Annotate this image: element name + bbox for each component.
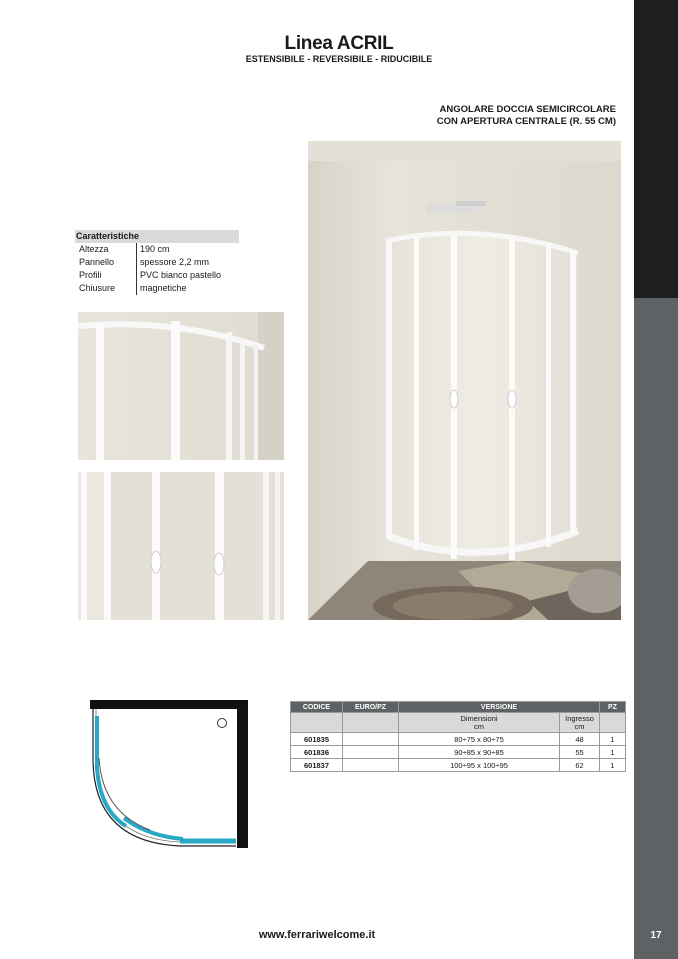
col-entrance [560, 713, 600, 733]
col-entrance-unit: cm [574, 721, 585, 731]
subheader-empty [600, 713, 626, 733]
cell-price [343, 759, 399, 772]
cell-entrance: 55 [560, 746, 600, 759]
spec-row [75, 256, 239, 269]
cell-qty: 1 [600, 759, 626, 772]
cell-qty: 1 [600, 746, 626, 759]
spec-row [75, 269, 239, 282]
cell-entrance: 62 [560, 759, 600, 772]
col-qty: PZ [600, 702, 626, 713]
spec-value: PVC bianco pastello [140, 270, 222, 280]
product-heading-line1: ANGOLARE DOCCIA SEMICIRCOLARE [439, 104, 616, 115]
page-number: 17 [650, 930, 662, 941]
table-subheader-row [291, 713, 626, 733]
cell-code: 601837 [291, 759, 343, 772]
cell-entrance: 48 [560, 733, 600, 746]
subheader-empty [343, 713, 399, 733]
cell-price [343, 746, 399, 759]
spec-value: 190 cm [140, 244, 170, 254]
col-version: VERSIONE [399, 702, 600, 713]
page-title: Linea ACRIL [284, 33, 394, 54]
sidebar [634, 0, 678, 959]
table-row [291, 759, 626, 772]
cell-dimensions: 80÷75 x 80÷75 [399, 733, 560, 746]
spec-value: spessore 2,2 mm [140, 257, 210, 267]
spec-label: Altezza [75, 243, 137, 256]
spec-label: Chiusure [75, 282, 137, 295]
spec-row [75, 243, 239, 256]
col-dimensions-unit: cm [474, 721, 484, 731]
cell-qty: 1 [600, 733, 626, 746]
cell-code: 601835 [291, 733, 343, 746]
product-table [290, 701, 626, 772]
col-entrance-label: Ingresso [565, 713, 594, 723]
cell-price [343, 733, 399, 746]
detail-photo-bottom [78, 472, 284, 620]
spec-label: Pannello [75, 256, 137, 269]
col-dimensions [399, 713, 560, 733]
cell-dimensions: 90÷85 x 90÷85 [399, 746, 560, 759]
col-price: EURO/PZ [343, 702, 399, 713]
table-row [291, 746, 626, 759]
product-heading [437, 104, 616, 128]
footer-website: www.ferrariwelcome.it [258, 929, 376, 941]
sidebar-category: BOX DOCCIA [9, 80, 36, 239]
table-row [291, 733, 626, 746]
subheader-empty [291, 713, 343, 733]
col-dimensions-label: Dimensioni [460, 713, 498, 723]
spec-value: magnetiche [140, 283, 187, 293]
detail-photo-top [78, 312, 284, 460]
technical-drawing [88, 698, 250, 855]
cell-dimensions: 100÷95 x 100÷95 [399, 759, 560, 772]
spec-row [75, 282, 239, 295]
cell-code: 601836 [291, 746, 343, 759]
product-photo-main [308, 141, 621, 620]
col-code: CODICE [291, 702, 343, 713]
specs-table [75, 230, 239, 295]
sidebar-line: Linea ACRIL [8, 312, 37, 453]
product-heading-line2: CON APERTURA CENTRALE (R. 55 CM) [436, 116, 616, 127]
table-header-row [291, 702, 626, 713]
spec-label: Profili [75, 269, 137, 282]
page-subtitle: ESTENSIBILE - REVERSIBILE - RIDUCIBILE [245, 54, 433, 64]
specs-title: Caratteristiche [75, 230, 239, 243]
